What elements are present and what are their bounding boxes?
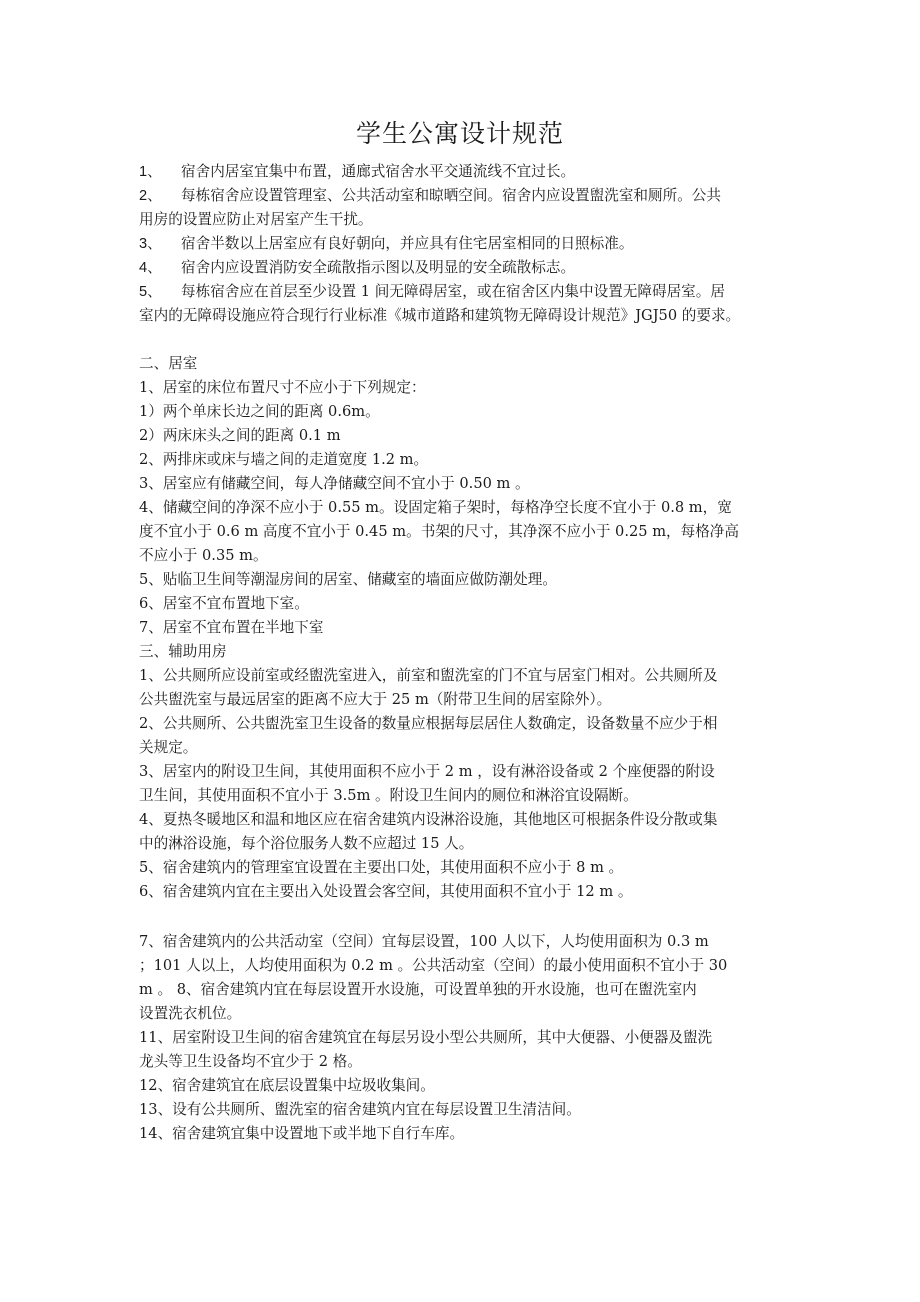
section3-line: 13、设有公共厕所、盥洗室的宿舍建筑内宜在每层设置卫生清洁间。: [139, 1101, 581, 1118]
section-heading-rooms: 二、居室: [139, 355, 198, 372]
section3-line: 7、宿舍建筑内的公共活动室（空间）宜每层设置，100 人以下，人均使用面积为 0.3 m: [139, 933, 709, 950]
section3-line: 1、公共厕所应设前室或经盥洗室进入，前室和盥洗室的门不宜与居室门相对。公共厕所及: [139, 667, 718, 684]
section3-line: 6、宿舍建筑内宜在主要出入处设置会客空间，其使用面积不宜小于 12 m 。: [139, 883, 633, 900]
section3-line: 2、公共厕所、公共盥洗室卫生设备的数量应根据每层居住人数确定，设备数量不应少于相: [139, 715, 718, 732]
section-heading-auxiliary: 三、辅助用房: [139, 643, 227, 660]
section3-line: 设置洗衣机位。: [139, 1005, 242, 1022]
section3-line: 4、夏热冬暖地区和温和地区应在宿舍建筑内设淋浴设施，其他地区可根据条件设分散或集: [139, 811, 718, 828]
section3-line: ；101 人以上，人均使用面积为 0.2 m 。公共活动室（空间）的最小使用面积不宜小于 30: [139, 957, 728, 974]
item-text: 每栋宿舍应在首层至少设置 1 间无障碍居室，或在宿舍区内集中设置无障碍居室。居: [181, 283, 725, 300]
section3-line: m 。 8、宿舍建筑内宜在每层设置开水设施，可设置单独的开水设施，也可在盥洗室内: [139, 981, 697, 998]
section2-line: 1、居室的床位布置尺寸不应小于下列规定：: [139, 379, 426, 396]
section3-line: 龙头等卫生设备均不宜少于 2 格。: [139, 1053, 362, 1070]
item-number: 4、: [139, 260, 162, 276]
section2-line: 6、居室不宜布置地下室。: [139, 595, 309, 612]
item-text: 宿舍内居室宜集中布置，通廊式宿舍水平交通流线不宜过长。: [181, 163, 576, 180]
item-number: 1、: [139, 164, 162, 180]
section3-line: 11、居室附设卫生间的宿舍建筑宜在每层另设小型公共厕所，其中大便器、小便器及盥洗: [139, 1029, 713, 1046]
section3-line: 14、宿舍建筑宜集中设置地下或半地下自行车库。: [139, 1125, 465, 1142]
item-number: 2、: [139, 188, 162, 204]
item-number: 3、: [139, 236, 162, 252]
intro-item-2-cont: 用房的设置应防止对居室产生干扰。: [139, 211, 373, 228]
section2-line: 3、居室应有储藏空间，每人净储藏空间不宜小于 0.50 m 。: [139, 475, 530, 492]
section2-line: 4、储藏空间的净深不应小于 0.55 m。设固定箱子架时，每格净空长度不宜小于 0.8 m，宽: [139, 499, 732, 516]
item-text: 宿舍内应设置消防安全疏散指示图以及明显的安全疏散标志。: [181, 259, 576, 276]
item-text: 宿舍半数以上居室应有良好朝向，并应具有住宅居室相同的日照标准。: [181, 235, 634, 252]
section3-line: 5、宿舍建筑内的管理室宜设置在主要出口处，其使用面积不应小于 8 m 。: [139, 859, 624, 876]
intro-item-5-cont: 室内的无障碍设施应符合现行行业标准《城市道路和建筑物无障碍设计规范》JGJ50 的要求。: [139, 307, 741, 324]
intro-item-4: [139, 258, 789, 278]
section2-line: 7、居室不宜布置在半地下室: [139, 619, 324, 636]
intro-item-1: [139, 162, 789, 182]
section2-line: 5、贴临卫生间等潮湿房间的居室、储藏室的墙面应做防潮处理。: [139, 571, 557, 588]
intro-item-3: [139, 234, 789, 254]
section3-line: 卫生间，其使用面积不宜小于 3.5m 。附设卫生间内的厕位和淋浴宜设隔断。: [139, 787, 638, 804]
section3-line: 3、居室内的附设卫生间，其使用面积不应小于 2 m ，设有淋浴设备或 2 个座便器的附设: [139, 763, 715, 780]
section3-line: 中的淋浴设施，每个浴位服务人数不应超过 15 人。: [139, 835, 474, 852]
section2-line: 2、两排床或床与墙之间的走道宽度 1.2 m。: [139, 451, 429, 468]
section3-line: 公共盥洗室与最远居室的距离不应大于 25 m（附带卫生间的居室除外）。: [139, 691, 612, 708]
section3-line: 12、宿舍建筑宜在底层设置集中垃圾收集间。: [139, 1077, 435, 1094]
intro-item-2: [139, 186, 789, 206]
document-title: 学生公寓设计规范: [355, 119, 564, 148]
section2-line: 1）两个单床长边之间的距离 0.6m。: [139, 403, 380, 420]
item-number: 5、: [139, 284, 162, 300]
section2-line: 不应小于 0.35 m。: [139, 547, 268, 564]
item-text: 每栋宿舍应设置管理室、公共活动室和晾晒空间。宿舍内应设置盥洗室和厕所。公共: [181, 187, 721, 204]
section3-line: 关规定。: [139, 739, 198, 756]
section2-line: 度不宜小于 0.6 m 高度不宜小于 0.45 m。书架的尺寸，其净深不应小于 0.25 m，每格净高: [139, 523, 739, 540]
intro-item-5: [139, 282, 789, 302]
section2-line: 2）两床床头之间的距离 0.1 m: [139, 427, 341, 444]
